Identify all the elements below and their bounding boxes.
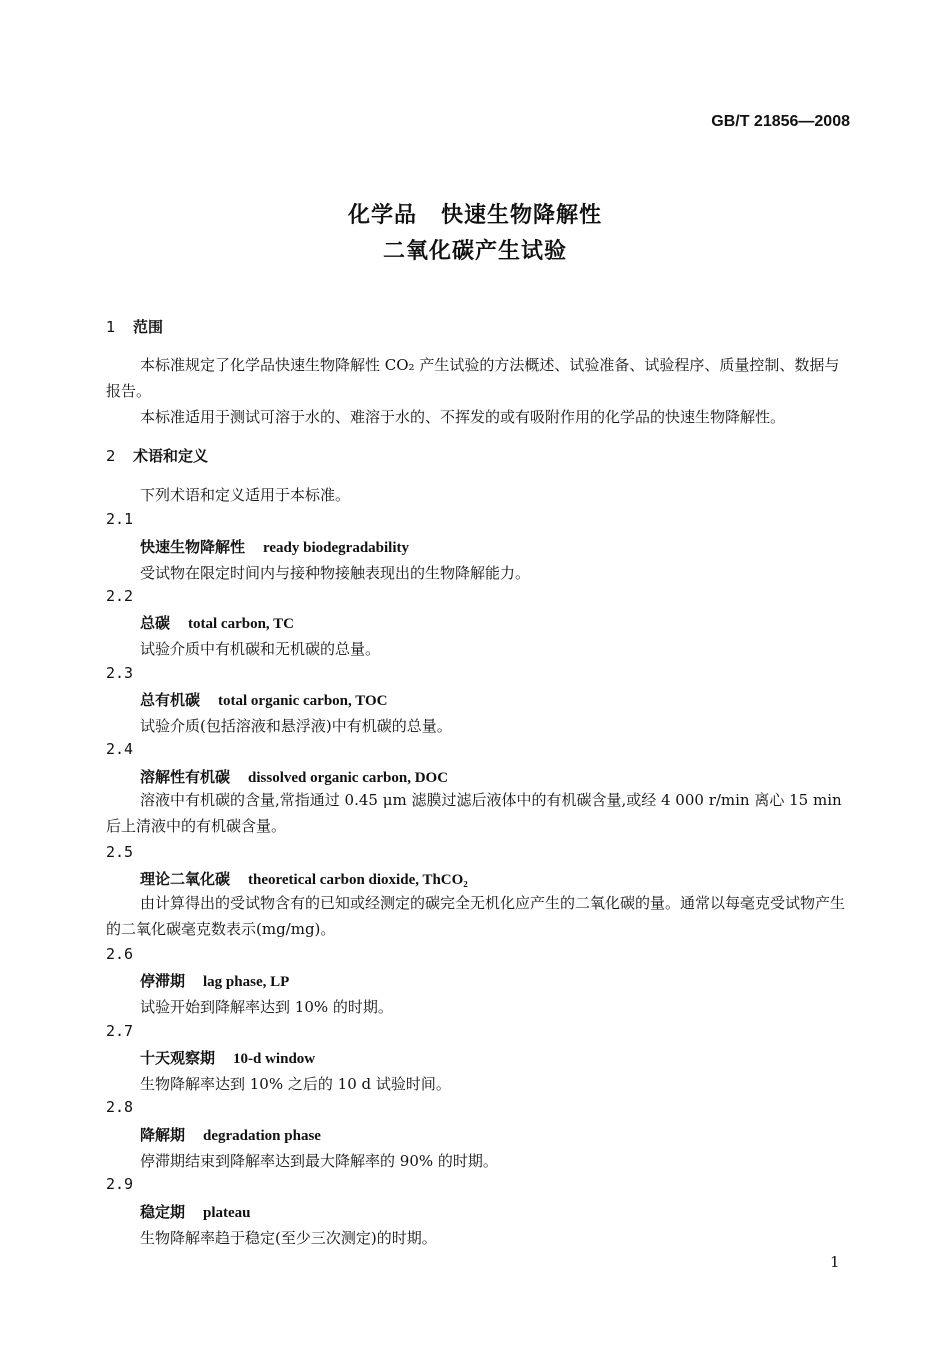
section-1-title: 范围 xyxy=(133,318,164,336)
term-zh: 停滞期 xyxy=(140,972,186,990)
term-definition: 试验介质(包括溶液和悬浮液)中有机碳的总量。 xyxy=(140,717,452,735)
document-title-line2: 二氧化碳产生试验 xyxy=(382,239,567,264)
term-zh: 稳定期 xyxy=(140,1203,186,1221)
term-number: 2.7 xyxy=(106,1022,134,1040)
term-en: 10-d window xyxy=(233,1051,316,1067)
term-name xyxy=(140,766,448,787)
term-number: 2.2 xyxy=(106,587,134,605)
term-name xyxy=(140,689,387,710)
title-part1: 化学品 xyxy=(347,203,417,228)
term-en: lag phase, LP xyxy=(203,974,290,990)
term-zh: 溶解性有机碳 xyxy=(140,768,231,786)
section-2-number: 2 xyxy=(106,447,116,465)
standard-number: GB/T 21856—2008 xyxy=(711,113,850,130)
section-2-heading xyxy=(106,445,208,466)
term-number: 2.8 xyxy=(106,1098,134,1116)
page-number: 1 xyxy=(830,1253,840,1271)
term-en: ready biodegradability xyxy=(263,540,410,556)
section-2-intro: 下列术语和定义适用于本标准。 xyxy=(140,486,351,504)
term-name xyxy=(140,612,294,633)
term-number: 2.9 xyxy=(106,1175,134,1193)
term-en: dissolved organic carbon, DOC xyxy=(248,770,449,786)
term-zh: 降解期 xyxy=(140,1126,186,1144)
section-1-paragraph-2: 本标准适用于测试可溶于水的、难溶于水的、不挥发的或有吸附作用的化学品的快速生物降解性。 xyxy=(140,408,786,426)
term-zh: 总碳 xyxy=(140,614,171,632)
term-en: theoretical carbon dioxide, ThCO₂ xyxy=(248,872,468,888)
term-en: total carbon, TC xyxy=(188,616,294,632)
term-name xyxy=(140,868,468,889)
title-part2: 快速生物降解性 xyxy=(441,203,603,228)
section-1-paragraph-1: 本标准规定了化学品快速生物降解性 CO₂ 产生试验的方法概述、试验准备、试验程序、质量控制、数据与报告。 xyxy=(106,356,840,400)
term-number: 2.3 xyxy=(106,664,134,682)
term-name xyxy=(140,970,289,991)
section-1-number: 1 xyxy=(106,318,116,336)
term-zh: 十天观察期 xyxy=(140,1049,216,1067)
term-en: degradation phase xyxy=(203,1128,321,1144)
term-zh: 理论二氧化碳 xyxy=(140,870,231,888)
term-definition: 停滞期结束到降解率达到最大降解率的 90% 的时期。 xyxy=(140,1152,498,1170)
term-number: 2.6 xyxy=(106,945,134,963)
term-number: 2.5 xyxy=(106,843,134,861)
section-2-title: 术语和定义 xyxy=(133,447,209,465)
term-name xyxy=(140,1047,315,1068)
term-definition: 受试物在限定时间内与接种物接触表现出的生物降解能力。 xyxy=(140,564,531,582)
document-title-line1 xyxy=(0,198,950,229)
term-definition: 试验开始到降解率达到 10% 的时期。 xyxy=(140,998,393,1016)
section-1-heading xyxy=(106,316,163,337)
term-definition: 生物降解率达到 10% 之后的 10 d 试验时间。 xyxy=(140,1075,451,1093)
term-zh: 总有机碳 xyxy=(140,691,201,709)
term-definition: 由计算得出的受试物含有的已知或经测定的碳完全无机化应产生的二氧化碳的量。通常以每毫克受试物产生的二氧化碳毫克数表示(mg/mg)。 xyxy=(106,894,846,938)
term-name xyxy=(140,1124,321,1145)
term-zh: 快速生物降解性 xyxy=(140,538,246,556)
term-definition: 生物降解率趋于稳定(至少三次测定)的时期。 xyxy=(140,1229,437,1247)
term-en: plateau xyxy=(203,1205,251,1221)
term-number: 2.1 xyxy=(106,510,134,528)
term-name xyxy=(140,1201,251,1222)
term-en: total organic carbon, TOC xyxy=(218,693,388,709)
term-definition: 溶液中有机碳的含量,常指通过 0.45 μm 滤膜过滤后液体中的有机碳含量,或经 4 000 r/min 离心 15 min 后上清液中的有机碳含量。 xyxy=(106,791,842,835)
term-definition: 试验介质中有机碳和无机碳的总量。 xyxy=(140,640,381,658)
term-number: 2.4 xyxy=(106,740,134,758)
term-name xyxy=(140,536,409,557)
